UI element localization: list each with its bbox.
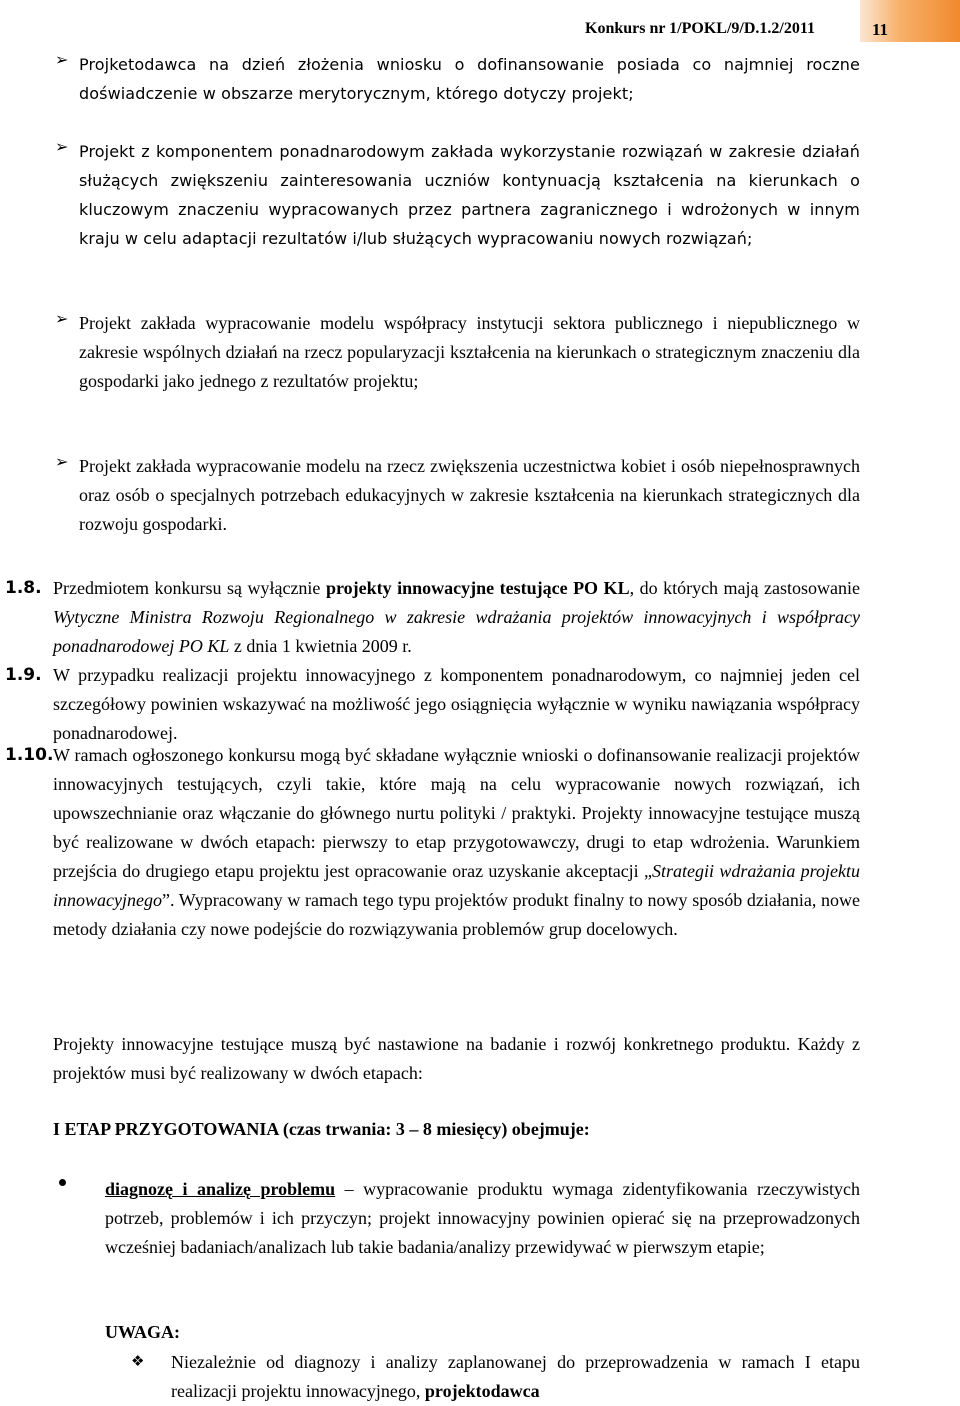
list-item-text: diagnozę i analizę problemu – wypracowanie produktu wymaga zidentyfikowania rzeczywistych potrzeb, problemów i ich przyczyn; projekt innowacyjny powinien opierać się na przeprowadzonych wcześniej badaniach/analizach lub takie badania/analizy przewidywać w pierwszym etapie; (105, 1179, 860, 1257)
section-text: Przedmiotem konkursu są wyłącznie projekty innowacyjne testujące PO KL, do których mają zastosowanie Wytyczne Ministra Rozwoju Regionalnego w zakresie wdrażania projektów innowacyjnych i współpracy ponadnarodowej PO KL z dnia 1 kwietnia 2009 r. (53, 578, 861, 656)
list-item (55, 309, 860, 396)
note-item (131, 1348, 860, 1406)
arrowhead-icon: ➢ (55, 50, 69, 69)
document-reference: Wytyczne Ministra Rozwoju Regionalnego w zakresie wdrażania projektów innowacyjnych i współpracy ponadnarodowej PO KL (53, 607, 860, 656)
section-1-8 (5, 574, 860, 661)
section-1-9 (5, 661, 860, 748)
section-number: 1.9. (5, 665, 42, 685)
page-number: 11 (860, 0, 960, 42)
stage-heading: I ETAP PRZYGOTOWANIA (czas trwania: 3 – 8 miesięcy) obejmuje: (53, 1119, 590, 1139)
paragraph: Projekty innowacyjne testujące muszą być nastawione na badanie i rozwój konkretnego produktu. Każdy z projektów musi być realizowany w dwóch etapach: (53, 1034, 860, 1083)
arrowhead-icon: ➢ (55, 137, 69, 156)
list-item-text: Projekt zakłada wypracowanie modelu współpracy instytucji sektora publicznego i niepublicznego w zakresie wspólnych działań na rzecz popularyzacji kształcenia na kierunkach o strategicznym znaczeniu dla gospodarki jako jednego z rezultatów projektu; (79, 313, 860, 391)
note-text: Niezależnie od diagnozy i analizy zaplanowanej do przeprowadzenia w ramach I etapu realizacji projektu innowacyjnego, projektodawca (171, 1352, 860, 1401)
arrowhead-icon: ➢ (55, 452, 69, 471)
list-item (55, 1175, 860, 1262)
list-item-text: Projketodawca na dzień złożenia wniosku o dofinansowanie posiada co najmniej roczne doświadczenie w obszarze merytorycznym, którego dotyczy projekt; (79, 55, 860, 103)
arrowhead-icon: ➢ (55, 309, 69, 328)
section-number: 1.10. (5, 745, 54, 765)
note-label: UWAGA: (105, 1322, 180, 1342)
list-item (55, 50, 860, 108)
document-header: Konkurs nr 1/POKL/9/D.1.2/2011 (585, 20, 815, 37)
section-1-10 (5, 741, 860, 944)
section-text: W ramach ogłoszonego konkursu mogą być składane wyłącznie wnioski o dofinansowanie realizacji projektów innowacyjnych testujących, czyli takie, które mają na celu wypracowanie nowych rozwiązań, ich upowszechnianie oraz włączanie do głównego nurtu polityki / praktyki. Projekty innowacyjne testujące muszą być realizowane w dwóch etapach: pierwszy to etap przygotowawczy, drugi to etap wdrożenia. Warunkiem przejścia do drugiego etapu projektu jest opracowanie oraz uzyskanie akceptacji „Strategii wdrażania projektu innowacyjnego”. Wypracowany w ramach tego typu projektów produkt finalny to nowy sposób działania, nowe metody działania czy nowe podejście do rozwiązywania problemów grup docelowych. (53, 745, 860, 939)
list-item-text: Projekt zakłada wypracowanie modelu na rzecz zwiększenia uczestnictwa kobiet i osób niepełnosprawnych oraz osób o specjalnych potrzebach edukacyjnych w zakresie kształcenia na kierunkach strategicznych dla rozwoju gospodarki. (79, 456, 860, 534)
section-text: W przypadku realizacji projektu innowacyjnego z komponentem ponadnarodowym, co najmniej jeden cel szczegółowy powinien wskazywać na możliwość jego osiągnięcia wyłącznie w wyniku nawiązania współpracy ponadnarodowej. (53, 665, 860, 743)
diamond-icon: ❖ (131, 1352, 145, 1370)
term: diagnozę i analizę problemu (105, 1179, 336, 1199)
section-number: 1.8. (5, 578, 42, 598)
list-item (55, 137, 860, 253)
bullet-dot-icon (59, 1179, 66, 1186)
document-reference: Strategii wdrażania projektu innowacyjnego (53, 861, 860, 910)
list-item-text: Projekt z komponentem ponadnarodowym zakłada wykorzystanie rozwiązań w zakresie działań służących zwiększeniu zainteresowania uczniów kontynuacją kształcenia na kierunkach o kluczowym znaczeniu wypracowanych przez partnera zagranicznego i wdrożonych w innym kraju w celu adaptacji rezultatów i/lub służących wypracowaniu nowych rozwiązań; (79, 142, 860, 248)
list-item (55, 452, 860, 539)
emphasis: projekty innowacyjne testujące PO KL (325, 578, 630, 598)
